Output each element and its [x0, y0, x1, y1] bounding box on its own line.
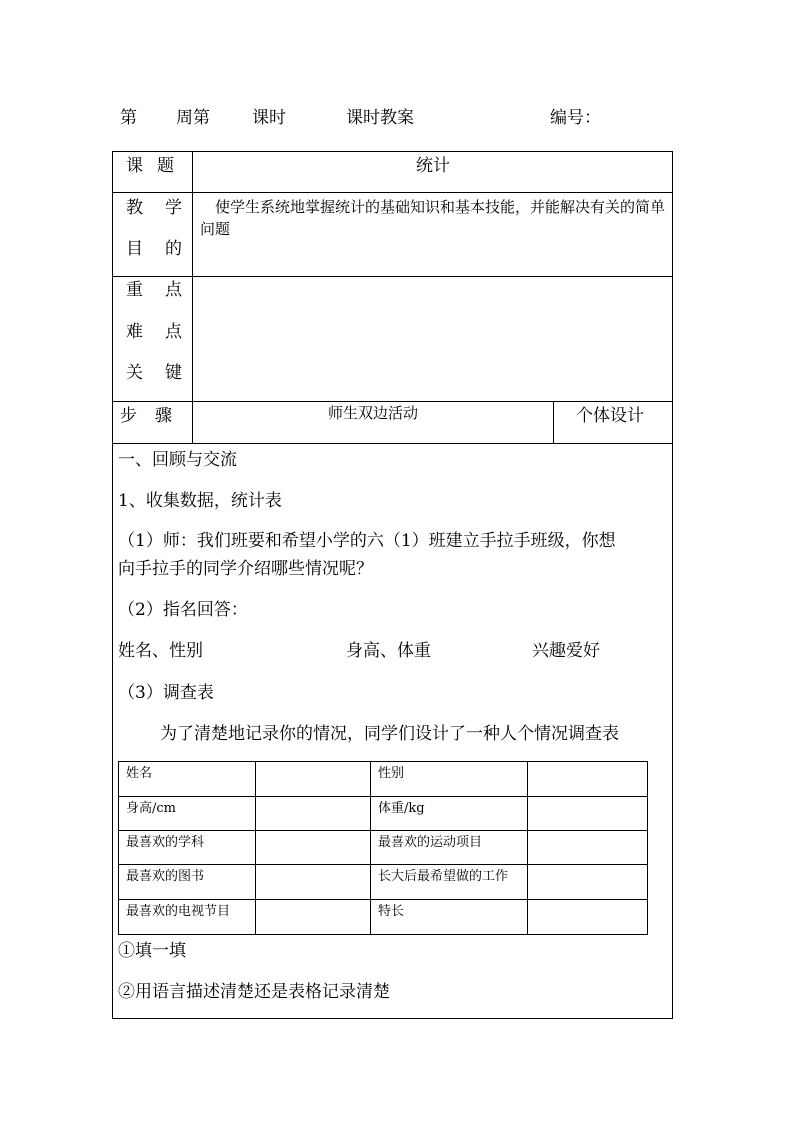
question-1-line1: （1）师：我们班要和希望小学的六（1）班建立手拉手班级，你想	[118, 531, 616, 551]
survey-cell-tv-label: 最喜欢的电视节目	[126, 904, 231, 919]
header-week-suffix: 周第	[176, 108, 210, 128]
header-number-label: 编号：	[550, 108, 601, 128]
question-1-line2: 向手拉手的同学介绍哪些情况呢？	[118, 559, 373, 579]
key-label-line3: 关键	[126, 363, 204, 383]
survey-cell-subject-label: 最喜欢的学科	[126, 835, 205, 850]
task-2: ②用语言描述清楚还是表格记录清楚	[118, 982, 390, 1002]
answer-2: 身高、体重	[346, 641, 431, 661]
survey-intro: 为了清楚地记录你的情况，同学们设计了一种人个情况调查表	[160, 724, 619, 744]
survey-cell-gender-label: 性别	[378, 766, 405, 781]
page-title: 课时教案	[346, 108, 414, 128]
goal-label-line2: 目的	[126, 239, 204, 259]
goal-text: 使学生系统地掌握统计的基础知识和基本技能，并能解决有关的简单问题	[200, 198, 666, 238]
survey-cell-talent-label: 特长	[378, 904, 405, 919]
survey-cell-job-label: 长大后最希望做的工作	[378, 869, 509, 884]
topic-value: 统计	[416, 156, 450, 176]
survey-cell-book-label: 最喜欢的图书	[126, 869, 205, 884]
survey-cell-name-label: 姓名	[126, 766, 153, 781]
question-3: （3）调查表	[118, 683, 214, 703]
section-heading: 一、回顾与交流	[118, 450, 237, 470]
survey-cell-height-label: 身高/cm	[126, 801, 176, 816]
task-1: ①填一填	[118, 941, 186, 961]
survey-cell-sport-label: 最喜欢的运动项目	[378, 835, 483, 850]
header-week-prefix: 第	[120, 108, 137, 128]
activity-label: 师生双边活动	[327, 404, 418, 422]
answer-3: 兴趣爱好	[532, 641, 600, 661]
survey-cell-weight-label: 体重/kg	[378, 801, 425, 816]
goal-label-line1: 教学	[126, 198, 204, 218]
steps-label: 步骤	[120, 406, 190, 426]
answer-1: 姓名、性别	[118, 641, 203, 661]
design-label: 个体设计	[576, 406, 644, 426]
question-2: （2）指名回答：	[118, 600, 248, 620]
key-label-line2: 难点	[126, 322, 204, 342]
topic-label: 课题	[126, 156, 188, 176]
item-heading: 1、收集数据，统计表	[118, 491, 282, 511]
key-label-line1: 重点	[126, 280, 204, 300]
header-period: 课时	[252, 108, 286, 128]
